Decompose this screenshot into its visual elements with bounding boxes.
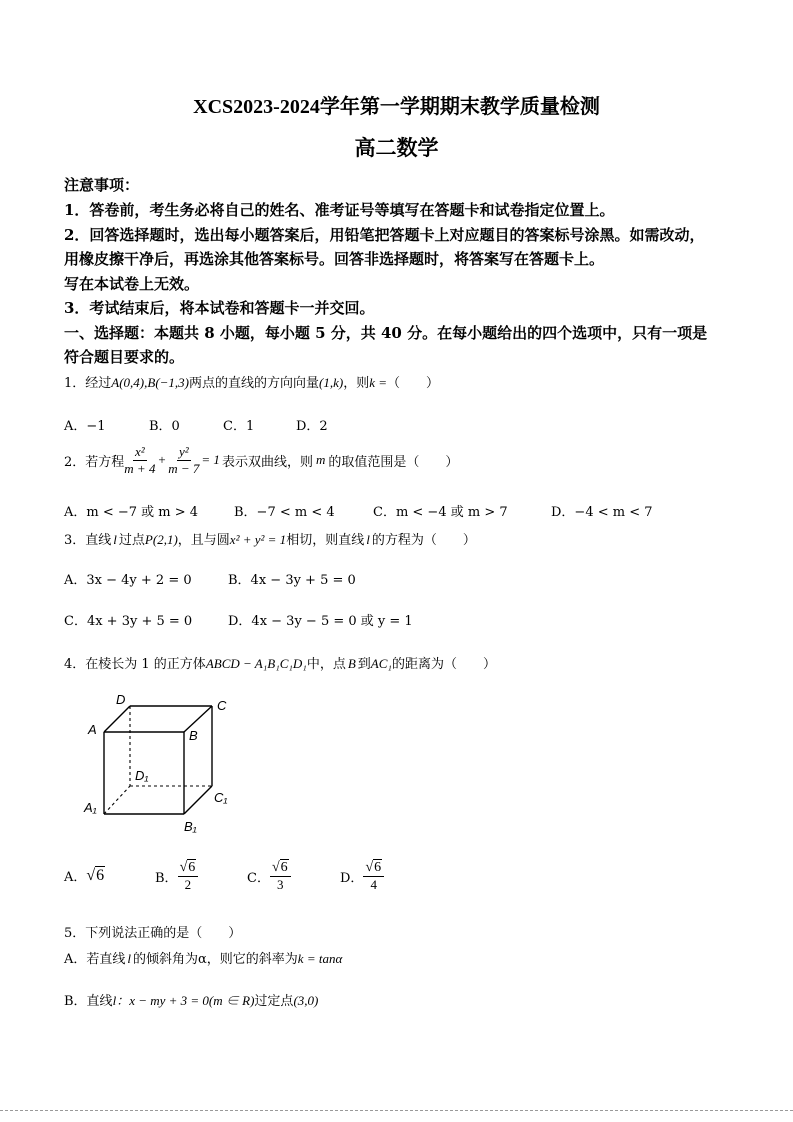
notice-item-3: 3．考试结束后，将本试卷和答题卡一并交回。	[64, 299, 375, 317]
question-4: 4．在棱长为 1 的正方体ABCD − A₁B₁C₁D₁中，点 B 到AC₁的距离为（ ）	[64, 656, 496, 672]
sqrt-6: √6	[86, 866, 105, 884]
notice-item-1: 1．答卷前，考生务必将自己的姓名、准考证号等填写在答题卡和试卷指定位置上。	[64, 201, 615, 219]
q5-option-a: A．若直线 l 的倾斜角为α，则它的斜率为k = tanα	[64, 951, 343, 967]
q3-option-d: D．4x − 3y − 5 = 0 或 y = 1	[228, 614, 413, 629]
q2-option-c: C．m < −4 或 m > 7	[373, 505, 508, 520]
section-heading-cont: 符合题目要求的。	[64, 348, 185, 366]
question-5: 5．下列说法正确的是（ ）	[64, 926, 242, 941]
q3-option-a: A．3x − 4y + 2 = 0	[64, 573, 192, 588]
exam-title: XCS2023-2024学年第一学期期末教学质量检测	[193, 96, 600, 118]
q2-fraction-1: $\frac{\text{x²}}{m + 4}$	[124, 443, 156, 476]
q5-option-b: B．直线l：x − my + 3 = 0(m ∈ R)过定点(3,0)	[64, 993, 319, 1009]
notice-item-2-cont: 用橡皮擦干净后，再选涂其他答案标号。回答非选择题时，将答案写在答题卡上。	[64, 250, 605, 268]
q2-option-b: B．−7 < m < 4	[234, 505, 335, 520]
q4-option-a: A． √6	[64, 866, 105, 885]
page-bottom-divider	[0, 1110, 793, 1111]
q4-option-b: B． $\frac{√6}{2}$	[155, 856, 198, 896]
q1-option-b: B．0	[149, 419, 180, 434]
q2-option-d: D．−4 < m < 7	[551, 505, 653, 520]
cube-label-d: D	[116, 692, 126, 707]
q1-option-c: C．1	[223, 419, 255, 434]
cube-label-b1: B₁	[184, 819, 197, 834]
cube-label-b: B	[189, 728, 198, 743]
q4-option-d: D． $\frac{√6}{4}$	[340, 856, 384, 896]
notice-item-2: 2．回答选择题时，选出每小题答案后，用铅笔把答题卡上对应题目的答案标号涂黑。如需改动，	[64, 226, 705, 244]
cube-label-a1: A₁	[84, 800, 97, 815]
cube-figure	[80, 690, 240, 836]
cube-label-d1: D₁	[135, 768, 149, 783]
cube-label-a: A	[88, 722, 97, 737]
cube-label-c1: C₁	[214, 790, 228, 805]
question-1: 1．经过A(0,4),B(−1,3)两点的直线的方向向量(1,k)，则k =（ ）	[64, 375, 440, 391]
question-3: 3．直线 l 过点P(2,1)，且与圆x² + y² = 1相切，则直线 l 的方程为（ ）	[64, 532, 476, 548]
exam-subject: 高二数学	[354, 136, 439, 160]
q3-option-b: B．4x − 3y + 5 = 0	[228, 573, 356, 588]
notice-item-2-cont2: 写在本试卷上无效。	[64, 275, 200, 293]
q4-option-c: C． $\frac{√6}{3}$	[247, 856, 291, 896]
q1-option-d: D．2	[296, 419, 328, 434]
q2-option-a: A．m < −7 或 m > 4	[64, 505, 199, 520]
q2-fraction-2: $\frac{\text{y²}}{m - 7}$	[168, 443, 200, 476]
q3-option-c: C．4x + 3y + 5 = 0	[64, 614, 193, 629]
question-2: 2．若方程 $\frac{\text{x²}}{m + 4}$ + $\frac{\text{y²}}{m - 7}$ = 1 表示双曲线，则 m 的取值范围是（ ）	[64, 443, 459, 476]
cube-label-c: C	[217, 698, 227, 713]
notice-heading: 注意事项：	[64, 176, 140, 194]
section-heading: 一、选择题：本题共 8 小题，每小题 5 分，共 40 分。在每小题给出的四个选项中，只有一项是	[64, 324, 708, 342]
q1-option-a: A．−1	[64, 419, 106, 434]
